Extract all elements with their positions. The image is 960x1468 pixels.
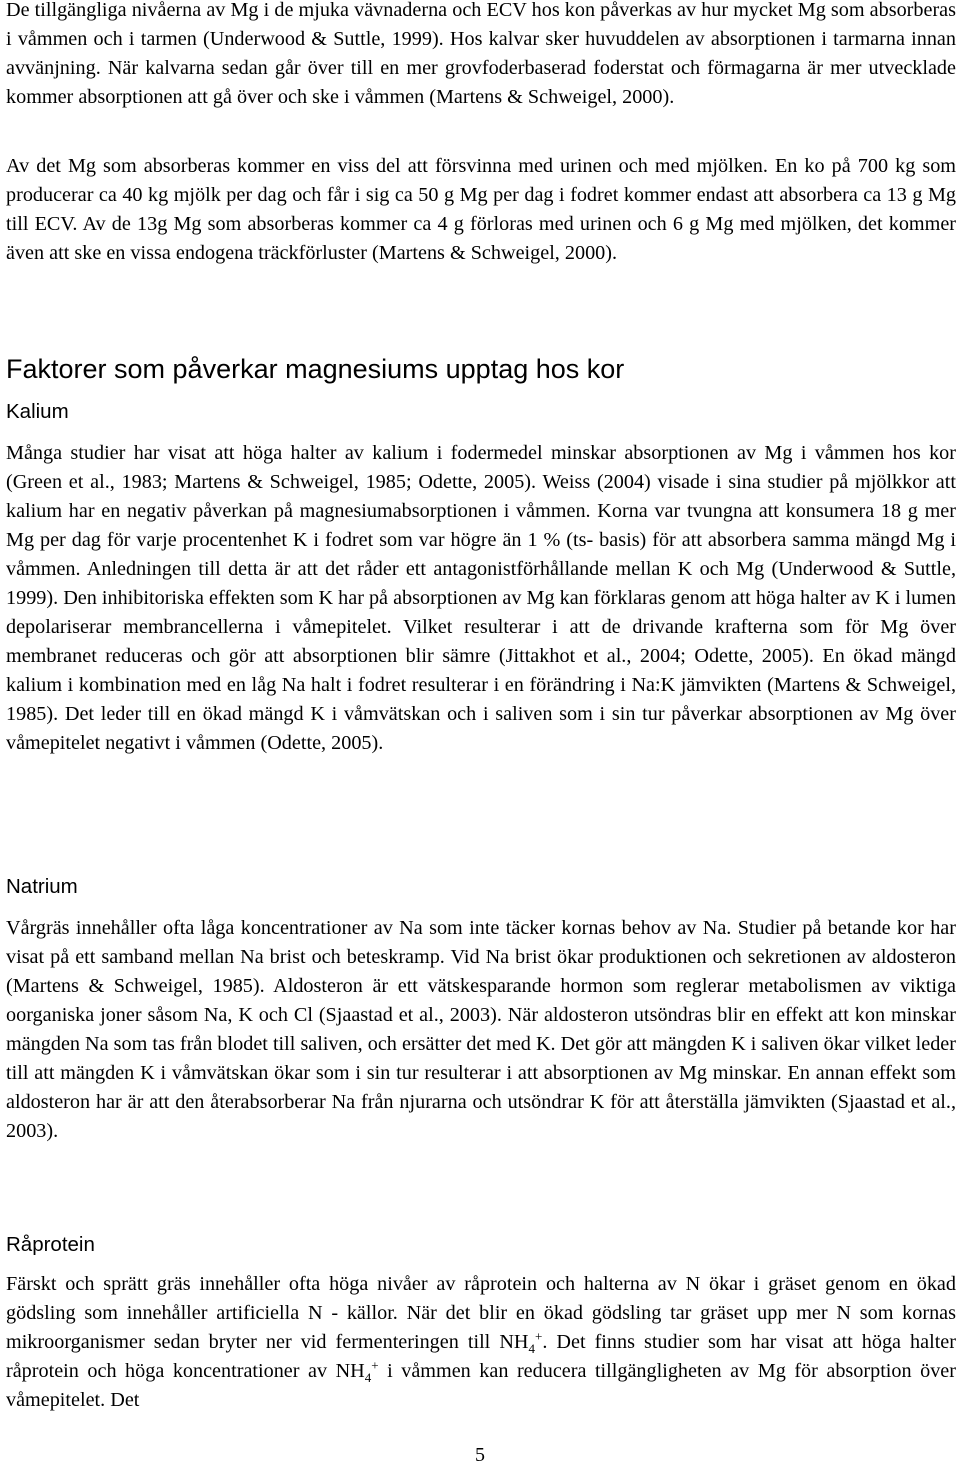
subheading-kalium: Kalium [6,400,69,423]
section-heading: Faktorer som påverkar magnesiums upptag hos kor [6,354,625,384]
paragraph-kalium: Många studier har visat att höga halter av kalium i fodermedel minskar absorptionen av Mg i våmmen hos kor (Green et al., 1983; Martens & Schweigel, 1985; Odette, 2005). Weiss (2004) visade i sina studier på mjölkkor att kalium har en negativ påverkan på magnesiumabsorptionen i våmmen. Korna var tvungna att konsumera 18 g mer Mg per dag för varje procentenhet K i fodret som var högre än 1 % (ts- basis) för att absorbera samma mängd Mg i våmmen. Anledningen till detta är att det råder ett antagonistförhållande mellan K och Mg (Underwood & Suttle, 1999). Den inhibitoriska effekten som K har på absorptionen av Mg kan förklaras genom att höga halter av K i lumen depolariserar membrancellerna i våmepitelet. Vilket resulterar i att de drivande krafterna som för Mg över membranet reduceras och gör att absorptionen blir sämre (Jittakhot et al., 2004; Odette, 2005). En ökad mängd kalium i kombination med en låg Na halt i fodret resulterar i en förändring i Na:K jämvikten (Martens & Schweigel, 1985). Det leder till en ökad mängd K i våmvätskan och i saliven som i sin tur påverkar absorptionen av Mg över våmepitelet negativt i våmmen (Odette, 2005). [6,442,956,754]
raprotein-text-a: Färskt och sprätt gräs innehåller ofta höga nivåer av råprotein och halterna av N ökar i gräset genom en ökad gödsling som innehåller artificiella N - källor. När det blir en ökad gödsling tar gräset upp mer N som kornas mikroorganismer sedan bryter ner vid fermenteringen till NH [6,1273,956,1353]
paragraph-raprotein [6,1270,956,1415]
nh4-subscript: 4 [528,1341,535,1357]
subheading-natrium: Natrium [6,875,78,898]
paragraph-mg-absorption: De tillgängliga nivåerna av Mg i de mjuka vävnaderna och ECV hos kon påverkas av hur mycket Mg som absorberas i våmmen och i tarmen (Underwood & Suttle, 1999). Hos kalvar sker huvuddelen av absorptionen i tarmarna innan avvänjning. När kalvarna sedan går över till en mer grovfoderbaserad foderstat och förmagarna är mer utvecklade kommer absorptionen att gå över och ske i våmmen (Martens & Schweigel, 2000). [6,0,956,108]
paragraph-mg-losses: Av det Mg som absorberas kommer en viss del att försvinna med urinen och med mjölken. En ko på 700 kg som producerar ca 40 kg mjölk per dag och får i sig ca 50 g Mg per dag i fodret kommer endast att absorbera ca 13 g Mg till ECV. Av de 13g Mg som absorberas kommer ca 4 g förloras med urinen och 6 g Mg med mjölken, det kommer även att ske en vissa endogena träckförluster (Martens & Schweigel, 2000). [6,155,956,264]
subheading-raprotein: Råprotein [6,1233,95,1256]
nh4-subscript-2: 4 [364,1370,372,1386]
nh4-superscript: + [534,1328,543,1344]
page-number: 5 [475,1444,485,1466]
raprotein-text-b: . Det finns studier som har visat att höga halter råprotein och höga koncentrationer av NH [6,1331,956,1382]
raprotein-text-c: i våmmen kan reducera tillgängligheten av Mg för absorption över våmepitelet. Det [6,1360,956,1411]
paragraph-natrium: Vårgräs innehåller ofta låga koncentrationer av Na som inte täcker kornas behov av Na. Studier på betande kor har visat på ett samband mellan Na brist och beteskramp. Vid Na brist ökar produktionen och sekretionen av aldosteron (Martens & Schweigel, 1985). Aldosteron är ett vätskesparande hormon som reglerar metabolismen av viktiga oorganiska joner såsom Na, K och Cl (Sjaastad et al., 2003). När aldosteron utsöndras blir en effekt att kon minskar mängden Na som tas från blodet till saliven, och ersätter det med K. Det gör att mängden K i saliven ökar vilket leder till att mängden K i våmvätskan ökar som i sin tur resulterar i att absorptionen av Mg minskar. En annan effekt som aldosteron har är att den återabsorberar Na från njurarna och utsöndrar K för att återställa jämvikten (Sjaastad et al., 2003). [6,917,956,1142]
nh4-superscript-2: + [371,1357,379,1373]
